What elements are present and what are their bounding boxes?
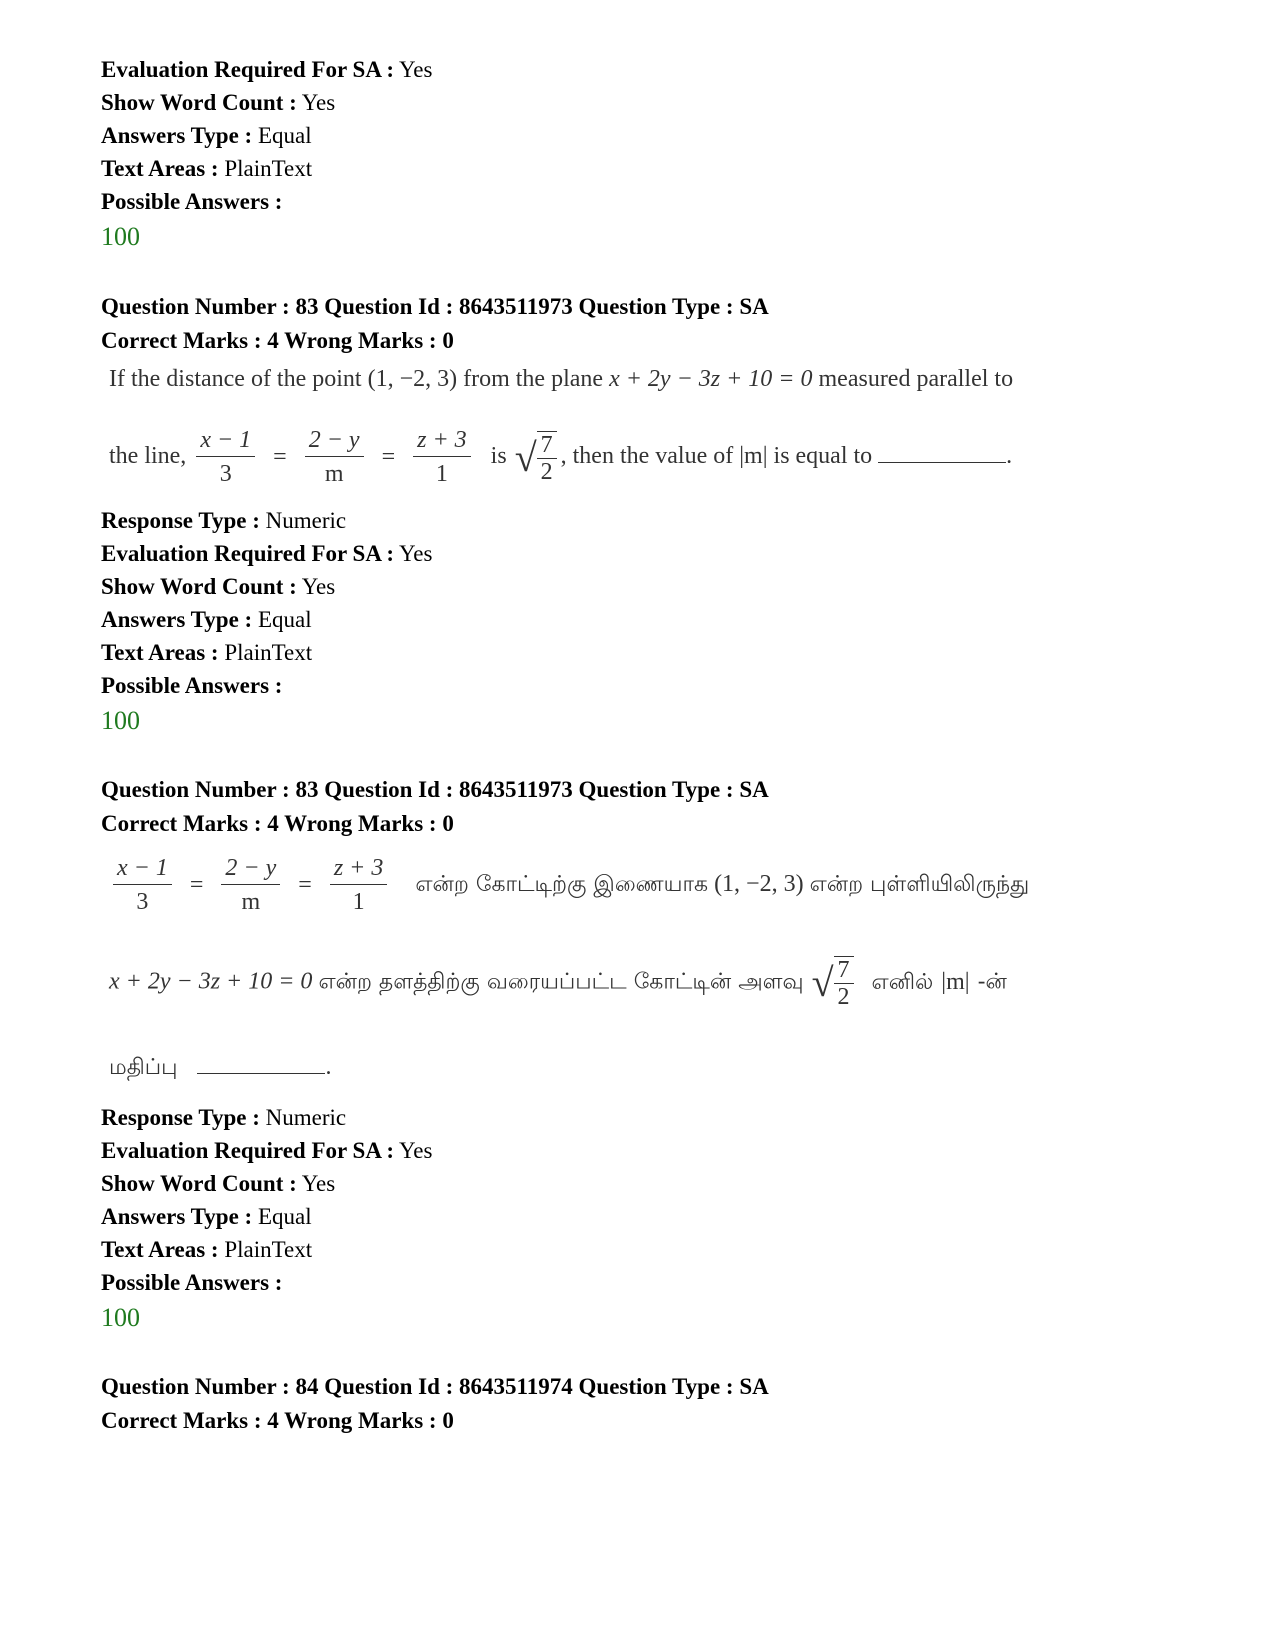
possible-answers-row: Possible Answers :: [101, 673, 283, 698]
response-type-row: Response Type : Numeric: [101, 1105, 347, 1130]
show-word-count-row: Show Word Count : Yes: [101, 90, 336, 115]
possible-answer-value: 100: [101, 706, 140, 735]
answer-blank: [878, 442, 1006, 463]
question-meta: [101, 504, 432, 738]
question-meta: [101, 1101, 432, 1335]
fraction: $\frac{z + 3}{1}$: [330, 852, 388, 919]
text-areas-row: Text Areas : PlainText: [101, 1237, 313, 1262]
question-header: Question Number : 83 Question Id : 8643511973 Question Type : SA Correct Marks : 4 Wrong Marks : 0: [101, 773, 769, 841]
evaluation-required-row: Evaluation Required For SA : Yes: [101, 1138, 433, 1163]
fraction: $\frac{z + 3}{1}$: [413, 424, 471, 491]
possible-answer-value: 100: [101, 1303, 140, 1332]
evaluation-required-row: Evaluation Required For SA : Yes: [101, 57, 433, 82]
question-marks: Correct Marks : 4 Wrong Marks : 0: [101, 1408, 454, 1433]
square-root: √ $\frac{7}{2}$: [515, 431, 557, 485]
answers-type-row: Answers Type : Equal: [101, 1204, 312, 1229]
prev-question-meta: [101, 53, 432, 254]
square-root: √ $\frac{7}{2}$: [812, 956, 854, 1010]
question-text-line-1: If the distance of the point (1, −2, 3) from the plane x + 2y − 3z + 10 = 0 measured parallel to: [109, 366, 1014, 392]
question-text-line-3: மதிப்பு .: [109, 1054, 332, 1080]
question-text-line-2: x + 2y − 3z + 10 = 0 என்ற தளத்திற்கு வரையப்பட்ட கோட்டின் அளவு √ $\frac{7}{2}$ எனில் |m| -ன்: [109, 957, 1007, 1010]
possible-answers-row: Possible Answers :: [101, 1270, 283, 1295]
question-text-line-2: the line, $\frac{x - 1}{3}$ = $\frac{2 - y}{m}$ = $\frac{z + 3}{1}$ is √ $\frac{7}{2}$ , then the value of |m| is equal to .: [109, 424, 1012, 491]
fraction: $\frac{2 - y}{m}$: [221, 852, 280, 919]
show-word-count-row: Show Word Count : Yes: [101, 574, 336, 599]
possible-answer-value: 100: [101, 222, 140, 251]
evaluation-required-row: Evaluation Required For SA : Yes: [101, 541, 433, 566]
text-areas-row: Text Areas : PlainText: [101, 156, 313, 181]
show-word-count-row: Show Word Count : Yes: [101, 1171, 336, 1196]
question-text-line-1: $\frac{x - 1}{3}$ = $\frac{2 - y}{m}$ = $\frac{z + 3}{1}$ என்ற கோட்டிற்கு இணையாக (1, −2, 3) என்ற புள்ளியிலிருந்து: [109, 852, 1029, 919]
answers-type-row: Answers Type : Equal: [101, 607, 312, 632]
question-marks: Correct Marks : 4 Wrong Marks : 0: [101, 811, 454, 836]
answers-type-row: Answers Type : Equal: [101, 123, 312, 148]
answer-blank: [197, 1053, 325, 1074]
fraction: $\frac{x - 1}{3}$: [113, 852, 172, 919]
fraction: $\frac{x - 1}{3}$: [196, 424, 255, 491]
text-areas-row: Text Areas : PlainText: [101, 640, 313, 665]
question-header: Question Number : 84 Question Id : 8643511974 Question Type : SA Correct Marks : 4 Wrong Marks : 0: [101, 1370, 769, 1438]
possible-answers-row: Possible Answers :: [101, 189, 283, 214]
question-header: Question Number : 83 Question Id : 8643511973 Question Type : SA Correct Marks : 4 Wrong Marks : 0: [101, 290, 769, 358]
fraction: $\frac{2 - y}{m}$: [305, 424, 364, 491]
question-marks: Correct Marks : 4 Wrong Marks : 0: [101, 328, 454, 353]
response-type-row: Response Type : Numeric: [101, 508, 347, 533]
